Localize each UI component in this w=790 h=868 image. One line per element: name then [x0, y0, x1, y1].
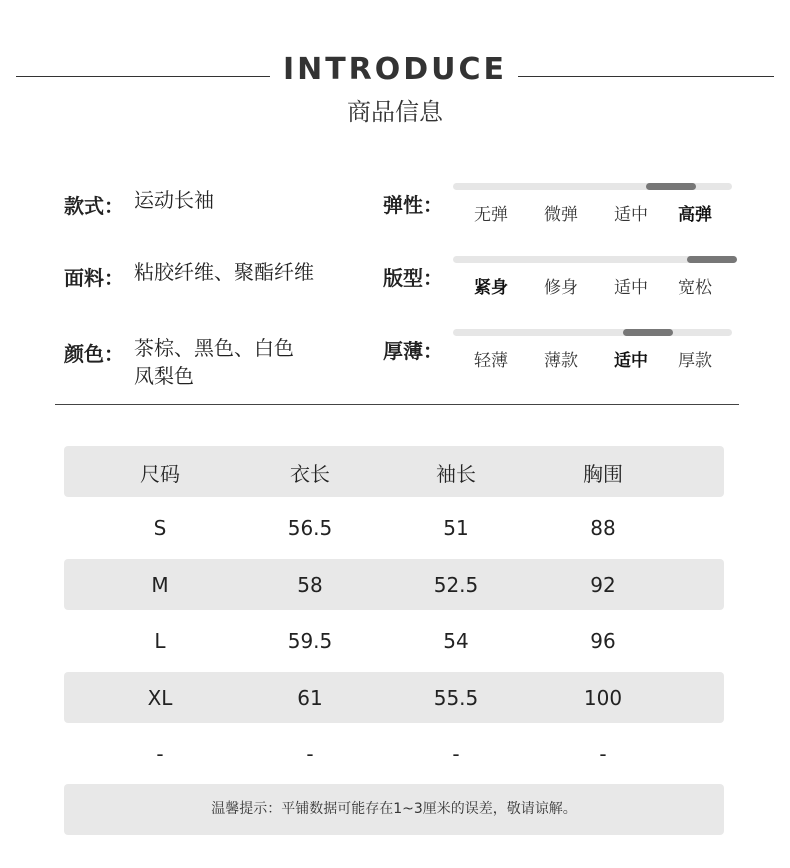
table-cell: 54: [443, 629, 469, 653]
color-value-line2: 凤梨色: [134, 364, 194, 388]
color-value-line1: 茶棕、黑色、白色: [134, 336, 294, 360]
style-label: 款式：: [64, 194, 124, 218]
scale-label-1: 版型：: [383, 266, 443, 290]
table-cell: 59.5: [287, 629, 333, 653]
page-title-en: INTRODUCE: [282, 52, 508, 87]
table-cell: 51: [443, 516, 469, 540]
scale-marker-0: [646, 183, 696, 190]
scale-option-0-2: 适中: [614, 205, 648, 225]
table-cell: -: [452, 742, 460, 766]
table-header-cell: 袖长: [436, 462, 476, 486]
scale-option-1-2: 适中: [614, 278, 648, 298]
scale-option-2-0: 轻薄: [474, 351, 508, 371]
fabric-value: 粘胶纤维、聚酯纤维: [134, 260, 314, 284]
scale-option-0-0: 无弹: [474, 205, 508, 225]
table-cell: M: [151, 573, 169, 597]
table-cell: 56.5: [287, 516, 333, 540]
table-cell: 58: [297, 573, 323, 597]
table-header-cell: 尺码: [140, 462, 180, 486]
scale-label-2: 厚薄：: [383, 339, 443, 363]
scale-option-1-3: 宽松: [678, 278, 712, 298]
scale-option-0-1: 微弹: [544, 205, 578, 225]
table-cell: L: [154, 629, 166, 653]
color-label: 颜色：: [64, 342, 124, 366]
table-cell: 88: [590, 516, 616, 540]
scale-track-2: [453, 329, 732, 336]
measurement-note: 温馨提示：平铺数据可能存在1~3厘米的误差，敬请谅解。: [64, 784, 724, 835]
scale-label-0: 弹性：: [383, 193, 443, 217]
style-value: 运动长袖: [134, 188, 214, 212]
table-cell: S: [153, 516, 167, 540]
scale-option-0-3: 高弹: [678, 205, 712, 225]
scale-option-1-1: 修身: [544, 278, 578, 298]
table-cell: 61: [297, 686, 323, 710]
page-title-cn: 商品信息: [347, 98, 443, 126]
scale-option-1-0: 紧身: [474, 278, 508, 298]
table-cell: 55.5: [433, 686, 479, 710]
table-header-cell: 胸围: [583, 462, 623, 486]
table-cell: -: [306, 742, 314, 766]
section-divider: [55, 404, 739, 405]
table-cell: 96: [590, 629, 616, 653]
scale-marker-1: [687, 256, 737, 263]
table-cell: 52.5: [433, 573, 479, 597]
scale-option-2-2: 适中: [614, 351, 648, 371]
scale-option-2-1: 薄款: [544, 351, 578, 371]
table-cell: XL: [147, 686, 173, 710]
table-cell: -: [156, 742, 164, 766]
scale-marker-2: [623, 329, 673, 336]
fabric-label: 面料：: [64, 266, 124, 290]
table-cell: -: [599, 742, 607, 766]
table-cell: 100: [583, 686, 623, 710]
table-header-cell: 衣长: [290, 462, 330, 486]
scale-option-2-3: 厚款: [678, 351, 712, 371]
table-cell: 92: [590, 573, 616, 597]
